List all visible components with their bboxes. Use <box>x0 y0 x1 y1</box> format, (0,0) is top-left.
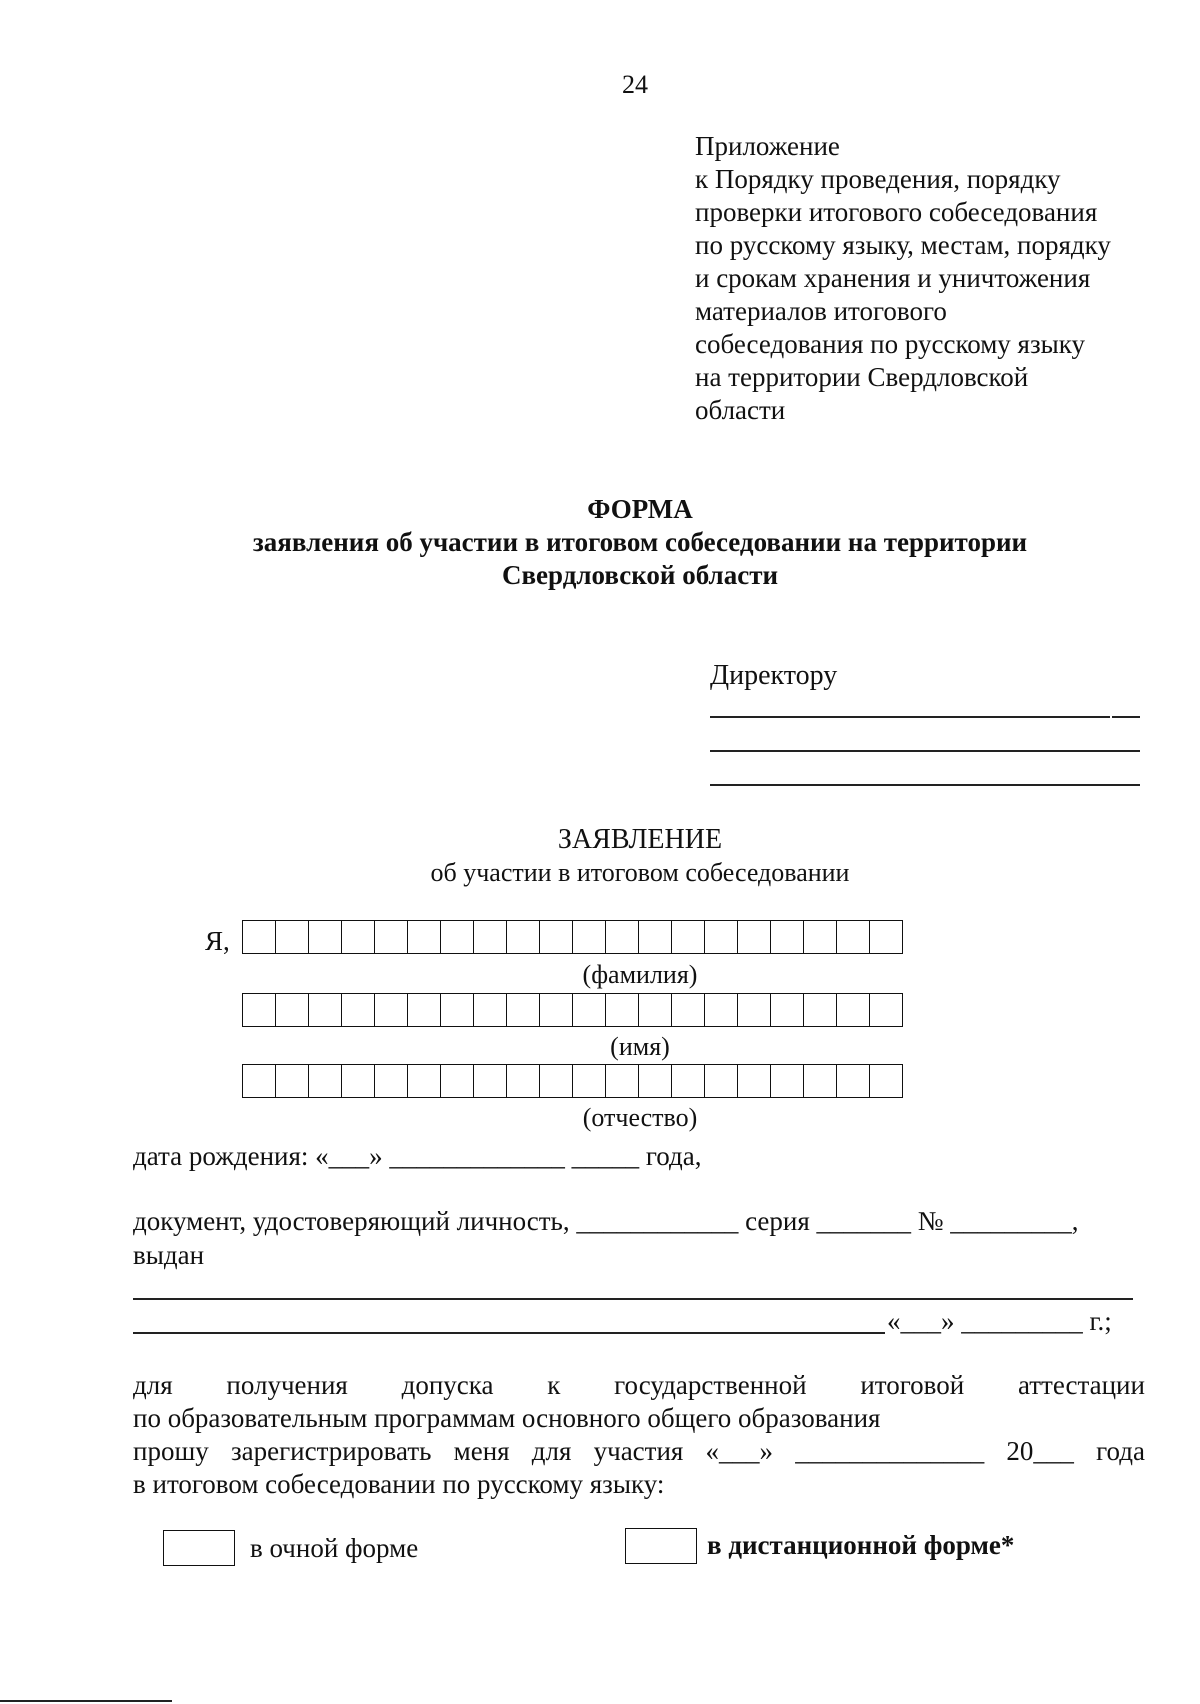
letter-cell[interactable] <box>275 993 310 1027</box>
letter-cell[interactable] <box>506 993 541 1027</box>
letter-cell[interactable] <box>539 920 574 954</box>
purpose-word: к <box>547 1370 561 1400</box>
appendix-line: собеседования по русскому языку <box>695 329 1085 359</box>
letter-cell[interactable] <box>242 1064 277 1098</box>
letter-cell[interactable] <box>440 1064 475 1098</box>
in-person-checkbox[interactable] <box>163 1530 235 1566</box>
appendix-line: материалов итогового <box>695 296 947 326</box>
addressee-line[interactable] <box>710 784 1140 786</box>
letter-cell[interactable] <box>803 1064 838 1098</box>
letter-cell[interactable] <box>572 920 607 954</box>
letter-cell[interactable] <box>341 920 376 954</box>
remote-checkbox[interactable] <box>625 1528 697 1564</box>
exam-month-field[interactable]: ______________ <box>795 1436 985 1466</box>
letter-cell[interactable] <box>869 993 904 1027</box>
letter-cell[interactable] <box>308 993 343 1027</box>
letter-cell[interactable] <box>671 920 706 954</box>
purpose-word: получения <box>226 1370 348 1400</box>
letter-cell[interactable] <box>803 993 838 1027</box>
purpose-line-4: в итоговом собеседовании по русскому языку: <box>133 1469 665 1499</box>
appendix-line: Приложение <box>695 131 840 161</box>
issue-date-field[interactable]: «___» _________ г.; <box>887 1306 1112 1336</box>
letter-cell[interactable] <box>770 1064 805 1098</box>
letter-cell[interactable] <box>671 993 706 1027</box>
purpose-line-2: по образовательным программам основного общего образования <box>133 1403 881 1433</box>
letter-cell[interactable] <box>638 1064 673 1098</box>
purpose-word: меня <box>453 1436 510 1466</box>
appendix-line: по русскому языку, местам, порядку <box>695 230 1111 260</box>
letter-cell[interactable] <box>605 1064 640 1098</box>
statement-subtitle: об участии в итоговом собеседовании <box>430 858 850 887</box>
name-cells[interactable] <box>243 993 903 1027</box>
letter-cell[interactable] <box>836 1064 871 1098</box>
letter-cell[interactable] <box>737 920 772 954</box>
purpose-word: аттестации <box>1017 1370 1145 1400</box>
letter-cell[interactable] <box>539 1064 574 1098</box>
letter-cell[interactable] <box>572 1064 607 1098</box>
letter-cell[interactable] <box>737 1064 772 1098</box>
letter-cell[interactable] <box>506 1064 541 1098</box>
surname-cells[interactable] <box>243 920 903 954</box>
letter-cell[interactable] <box>473 1064 508 1098</box>
letter-cell[interactable] <box>374 1064 409 1098</box>
letter-cell[interactable] <box>572 993 607 1027</box>
letter-cell[interactable] <box>671 1064 706 1098</box>
page-number: 24 <box>622 70 648 99</box>
letter-cell[interactable] <box>242 993 277 1027</box>
form-title: ФОРМА <box>587 494 693 524</box>
purpose-word: государственной <box>614 1370 807 1400</box>
letter-cell[interactable] <box>407 920 442 954</box>
name-caption: (имя) <box>610 1032 670 1061</box>
letter-cell[interactable] <box>275 920 310 954</box>
id-document-field[interactable]: документ, удостоверяющий личность, ____________ серия _______ № _________, <box>133 1206 1079 1236</box>
letter-cell[interactable] <box>869 1064 904 1098</box>
issued-by-label: выдан <box>133 1240 205 1270</box>
letter-cell[interactable] <box>638 920 673 954</box>
purpose-word: участия <box>593 1436 684 1466</box>
letter-cell[interactable] <box>803 920 838 954</box>
name-prefix: Я, <box>205 926 230 956</box>
appendix-line: области <box>695 395 786 425</box>
issued-by-line[interactable] <box>133 1298 1133 1300</box>
letter-cell[interactable] <box>704 1064 739 1098</box>
letter-cell[interactable] <box>473 993 508 1027</box>
letter-cell[interactable] <box>605 993 640 1027</box>
addressee-line-tail <box>1112 716 1140 718</box>
letter-cell[interactable] <box>407 993 442 1027</box>
purpose-word: прошу <box>133 1436 209 1466</box>
issued-by-line[interactable] <box>133 1332 885 1334</box>
statement-title: ЗАЯВЛЕНИЕ <box>557 824 723 855</box>
surname-caption: (фамилия) <box>582 960 698 989</box>
letter-cell[interactable] <box>341 993 376 1027</box>
letter-cell[interactable] <box>242 920 277 954</box>
patronymic-caption: (отчество) <box>582 1103 698 1132</box>
letter-cell[interactable] <box>275 1064 310 1098</box>
letter-cell[interactable] <box>308 1064 343 1098</box>
letter-cell[interactable] <box>605 920 640 954</box>
purpose-word: итоговой <box>860 1370 965 1400</box>
appendix-line: к Порядку проведения, порядку <box>695 164 1061 194</box>
purpose-word: для <box>133 1370 173 1400</box>
letter-cell[interactable] <box>308 920 343 954</box>
remote-label: в дистанционной форме* <box>707 1530 1015 1560</box>
letter-cell[interactable] <box>737 993 772 1027</box>
appendix-line: проверки итогового собеседования <box>695 197 1098 227</box>
form-subtitle-region: Свердловской области <box>501 560 779 590</box>
letter-cell[interactable] <box>770 993 805 1027</box>
purpose-word: для <box>531 1436 572 1466</box>
appendix-line: на территории Свердловской <box>695 362 1029 392</box>
letter-cell[interactable] <box>407 1064 442 1098</box>
addressee-line[interactable] <box>710 750 1140 752</box>
exam-day-field[interactable]: «___» <box>705 1436 774 1466</box>
letter-cell[interactable] <box>869 920 904 954</box>
letter-cell[interactable] <box>341 1064 376 1098</box>
appendix-block <box>695 130 1111 427</box>
letter-cell[interactable] <box>374 920 409 954</box>
birth-date-field[interactable]: дата рождения: «___» _____________ _____ года, <box>133 1141 702 1171</box>
letter-cell[interactable] <box>770 920 805 954</box>
letter-cell[interactable] <box>539 993 574 1027</box>
letter-cell[interactable] <box>704 993 739 1027</box>
letter-cell[interactable] <box>836 920 871 954</box>
purpose-word: зарегистрировать <box>230 1436 432 1466</box>
purpose-word: допуска <box>401 1370 494 1400</box>
addressee-line[interactable] <box>710 716 1110 718</box>
letter-cell[interactable] <box>506 920 541 954</box>
letter-cell[interactable] <box>638 993 673 1027</box>
letter-cell[interactable] <box>440 993 475 1027</box>
addressee-label: Директору <box>710 660 838 691</box>
patronymic-cells[interactable] <box>243 1064 903 1098</box>
appendix-line: и срокам хранения и уничтожения <box>695 263 1091 293</box>
letter-cell[interactable] <box>836 993 871 1027</box>
letter-cell[interactable] <box>440 920 475 954</box>
in-person-label: в очной форме <box>250 1533 419 1563</box>
purpose-line-1 <box>133 1370 1145 1401</box>
purpose-line-3[interactable] <box>133 1436 1145 1467</box>
letter-cell[interactable] <box>473 920 508 954</box>
footnote-separator <box>0 1700 172 1702</box>
purpose-word: года <box>1096 1436 1145 1466</box>
form-subtitle: заявления об участии в итоговом собеседовании на территории <box>252 527 1028 557</box>
exam-year-field[interactable]: 20___ <box>1006 1436 1074 1466</box>
letter-cell[interactable] <box>374 993 409 1027</box>
letter-cell[interactable] <box>704 920 739 954</box>
